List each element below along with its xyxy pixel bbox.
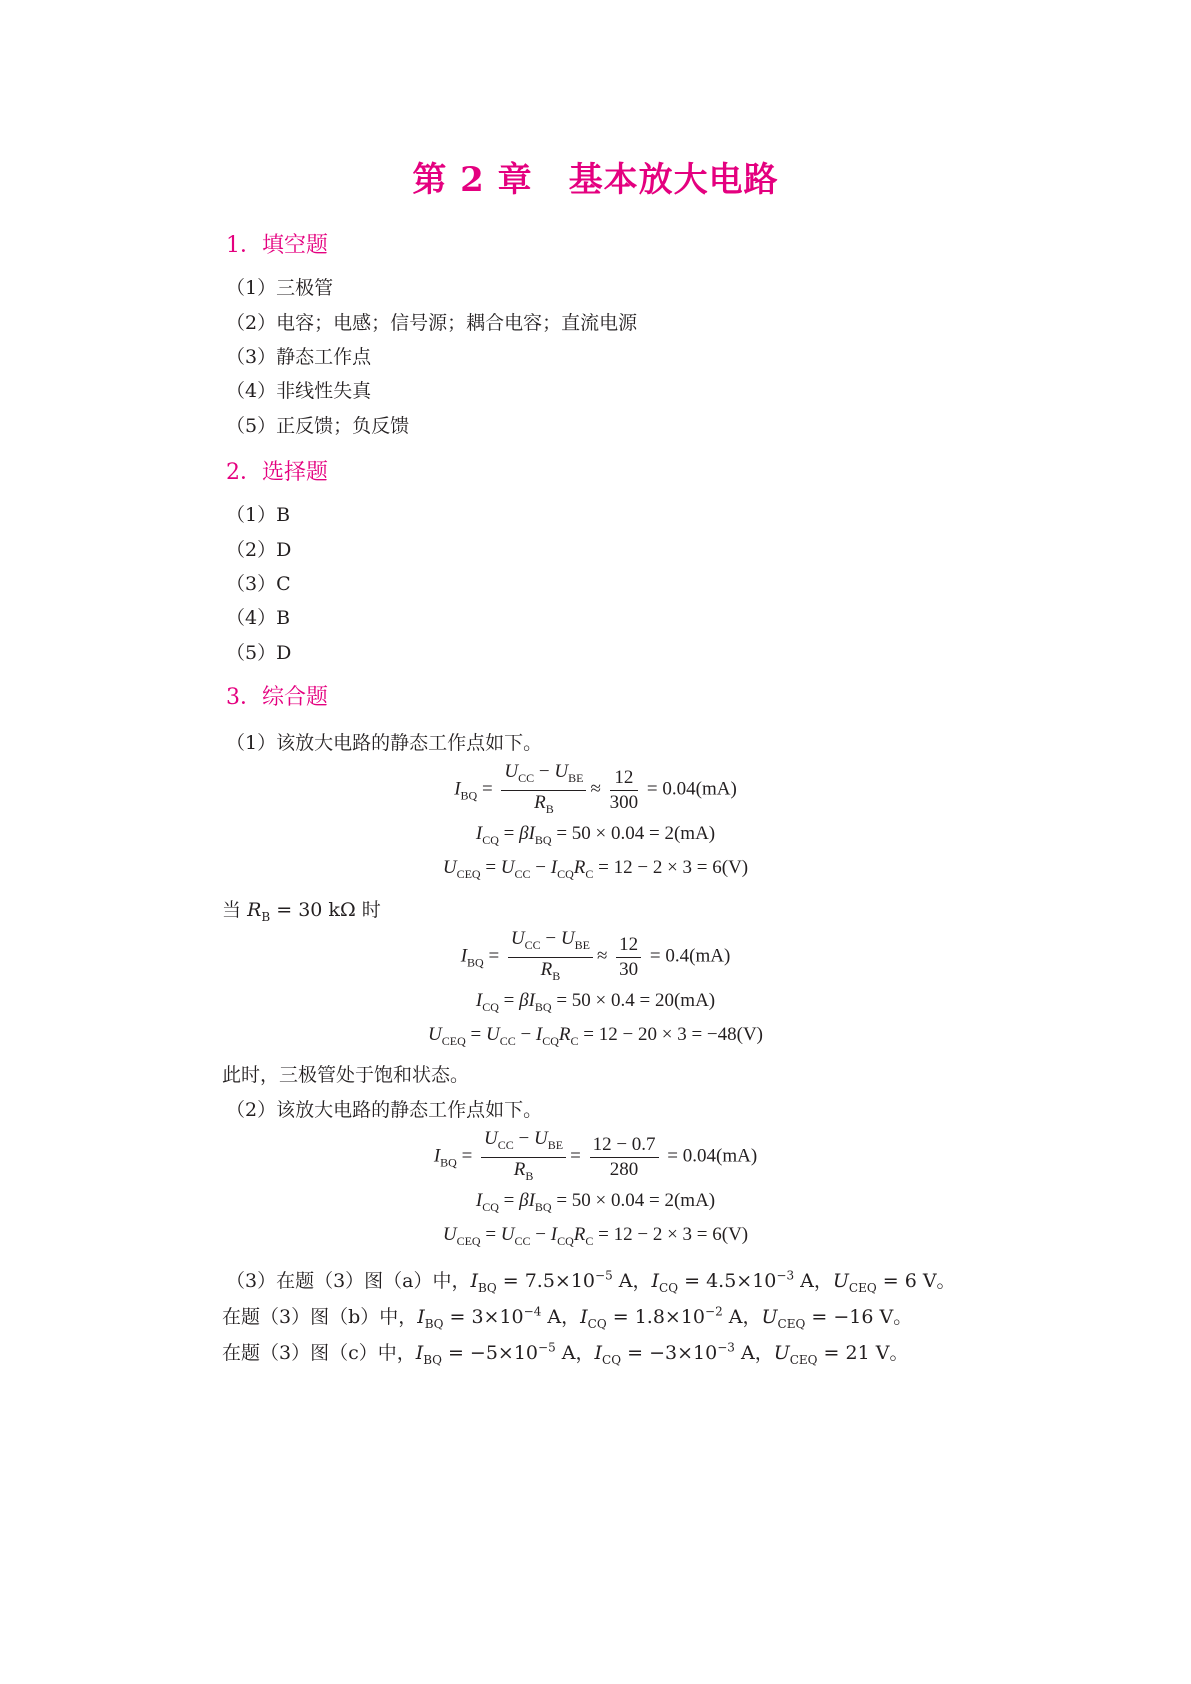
section-heading-choice: 2．选择题 [226,460,328,485]
problem-2-intro: （2）该放大电路的静态工作点如下。 [226,1099,543,1121]
choice-answer-4: （4）B [226,607,291,629]
section-heading-fill: 1．填空题 [226,233,328,258]
conclusion-line: 此时，三极管处于饱和状态。 [222,1064,470,1086]
fill-answer-4: （4）非线性失真 [226,380,372,402]
fill-answer-3: （3）静态工作点 [226,346,372,368]
equation-ibq-1: $I_{BQ}$ = $\frac{U_{CC} - U_{BE}}{R_B}$ ≈ $\frac{12}{300}$ = 0.04(mA) [0,760,1191,821]
fraction: $\frac{U_{CC} - U_{BE}}{R_B}$ [481,1127,566,1188]
section-heading-comprehensive: 3．综合题 [226,685,328,710]
equation-ibq-3: $I_{BQ}$ = $\frac{U_{CC} - U_{BE}}{R_B}$ = $\frac{12 - 0.7}{280}$ = 0.04(mA) [0,1127,1191,1188]
problem-3b-line: 在题（3）图（b）中，$I_{BQ} = 3\times 10^{-4}$ A，$I_{CQ} = 1.8\times 10^{-2}$ A，$U_{CEQ} = -16$ V。 [222,1304,913,1331]
equation-icq-3: $I_{CQ} = \beta I_{BQ} = 50 \times 0.04 = 2(mA)$ [475,1190,716,1214]
fill-answer-1: （1）三极管 [226,277,334,299]
equation-icq-2: $I_{CQ} = \beta I_{BQ} = 50 \times 0.4 = 20(mA)$ [475,990,716,1014]
fraction: $\frac{U_{CC} - U_{BE}}{R_B}$ [501,760,586,821]
fraction: $\frac{12}{30}$ [616,933,641,982]
fraction: $\frac{12}{300}$ [609,766,639,813]
equation-icq-1: $I_{CQ} = \beta I_{BQ} = 50 \times 0.04 = 2(mA)$ [475,823,716,847]
equation-uceq-3: $U_{CEQ} = U_{CC} - I_{CQ}R_C = 12 - 2 \times 3 = 6(V)$ [442,1224,749,1248]
fill-answer-5: （5）正反馈；负反馈 [226,415,410,437]
equation-uceq-2: $U_{CEQ} = U_{CC} - I_{CQ}R_C = 12 - 20 \times 3 = -48(V)$ [428,1024,763,1048]
choice-answer-3: （3）C [226,573,291,595]
choice-answer-1: （1）B [226,504,291,526]
problem-3a-line: （3）在题（3）图（a）中，$I_{BQ} = 7.5\times 10^{-5}$ A，$I_{CQ} = 4.5\times 10^{-3}$ A，$U_{CEQ} = 6$ V。 [226,1268,956,1295]
equation-ibq-2: $I_{BQ}$ = $\frac{U_{CC} - U_{BE}}{R_B}$ ≈ $\frac{12}{30}$ = 0.4(mA) [0,927,1191,988]
fraction: $\frac{U_{CC} - U_{BE}}{R_B}$ [508,927,593,988]
fraction: $\frac{12 - 0.7}{280}$ [590,1133,659,1182]
chapter-name: 基本放大电路 [568,160,779,200]
condition-line: 当 $R_B = 30$ kΩ 时 [222,899,381,924]
choice-answer-2: （2）D [226,539,292,561]
choice-answer-5: （5）D [226,642,292,664]
chapter-number: 第 2 章 [412,160,533,200]
fill-answer-2: （2）电容；电感；信号源；耦合电容；直流电源 [226,312,638,334]
problem-3c-line: 在题（3）图（c）中，$I_{BQ} = -5\times 10^{-5}$ A，$I_{CQ} = -3\times 10^{-3}$ A，$U_{CEQ} = 21$ V。 [222,1340,909,1367]
equation-uceq-1: $U_{CEQ} = U_{CC} - I_{CQ}R_C = 12 - 2 \times 3 = 6(V)$ [442,857,749,881]
chapter-title [0,152,1191,201]
problem-1-intro: （1）该放大电路的静态工作点如下。 [226,732,543,754]
